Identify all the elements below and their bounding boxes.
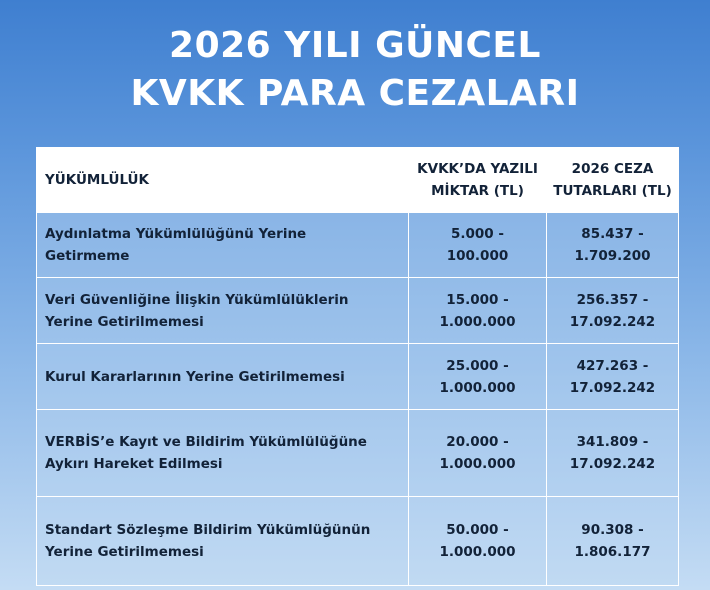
fine-2026-cell: 85.437 - 1.709.200 [547,213,679,278]
table-header-row [37,148,679,213]
table-row [37,278,679,344]
obligation-cell: Veri Güvenliğine İlişkin Yükümlülüklerin Yerine Getirilmemesi [37,278,409,344]
fine-2026-cell: 427.263 - 17.092.242 [547,344,679,410]
table-row [37,344,679,410]
law-amount-cell: 25.000 - 1.000.000 [409,344,547,410]
obligation-cell: Standart Sözleşme Bildirim Yükümlüğünün Yerine Getirilmemesi [37,497,409,586]
law-amount-cell: 5.000 - 100.000 [409,213,547,278]
law-amount-cell: 50.000 - 1.000.000 [409,497,547,586]
obligation-cell: Kurul Kararlarının Yerine Getirilmemesi [37,344,409,410]
table-row [37,497,679,586]
page-title-line-2: KVKK PARA CEZALARI [130,73,580,114]
header-2026-fine: 2026 CEZA TUTARLARI (TL) [547,148,679,213]
fine-2026-cell: 256.357 - 17.092.242 [547,278,679,344]
table-row [37,213,679,278]
obligation-cell: Aydınlatma Yükümlülüğünü Yerine Getirmeme [37,213,409,278]
table-row [37,410,679,497]
law-amount-cell: 20.000 - 1.000.000 [409,410,547,497]
obligation-cell: VERBİS’e Kayıt ve Bildirim Yükümlülüğüne Aykırı Hareket Edilmesi [37,410,409,497]
law-amount-cell: 15.000 - 1.000.000 [409,278,547,344]
header-obligation: YÜKÜMLÜLÜK [37,148,409,213]
fine-2026-cell: 341.809 - 17.092.242 [547,410,679,497]
header-law-amount: KVKK’DA YAZILI MİKTAR (TL) [409,148,547,213]
fines-table [36,147,679,586]
fine-2026-cell: 90.308 - 1.806.177 [547,497,679,586]
page-title-line-1: 2026 YILI GÜNCEL [169,25,541,66]
